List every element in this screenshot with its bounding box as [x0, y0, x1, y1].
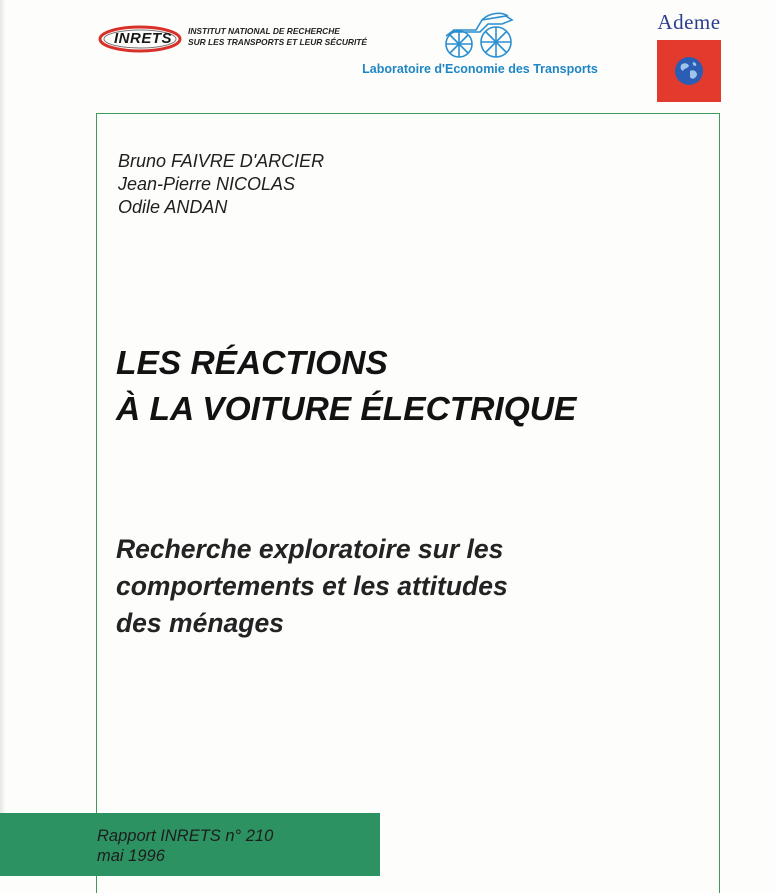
- inrets-wordmark: INRETS: [113, 30, 172, 47]
- cover-frame: [96, 113, 720, 893]
- report-subtitle: [116, 531, 508, 642]
- subtitle-line: comportements et les attitudes: [116, 571, 508, 601]
- carriage-icon: [440, 10, 520, 60]
- subtitle-line: des ménages: [116, 608, 284, 638]
- authors-list: [118, 150, 324, 219]
- ademe-wordmark: Ademe: [657, 10, 721, 34]
- binding-edge: [0, 0, 6, 876]
- author-name: Jean-Pierre NICOLAS: [118, 174, 296, 194]
- report-number: Rapport INRETS n° 210: [97, 827, 274, 845]
- author-name: Bruno FAIVRE D'ARCIER: [118, 151, 325, 171]
- author-name: Odile ANDAN: [118, 197, 228, 217]
- report-title: [116, 341, 576, 433]
- report-info: [97, 826, 273, 866]
- report-date: mai 1996: [97, 847, 165, 865]
- subtitle-line: Recherche exploratoire sur les: [116, 534, 504, 564]
- inrets-subtitle-line1: INSTITUT NATIONAL DE RECHERCHE: [188, 26, 340, 36]
- title-line: À LA VOITURE ÉLECTRIQUE: [116, 391, 577, 428]
- lab-name: Laboratoire d'Economie des Transports: [362, 62, 598, 76]
- inrets-subtitle: [188, 26, 367, 48]
- globe-icon: [674, 56, 704, 86]
- ademe-logo-box: [657, 40, 721, 102]
- inrets-logo: [98, 22, 367, 56]
- inrets-subtitle-line2: SUR LES TRANSPORTS ET LEUR SÉCURITÉ: [188, 37, 367, 47]
- title-line: LES RÉACTIONS: [116, 345, 388, 382]
